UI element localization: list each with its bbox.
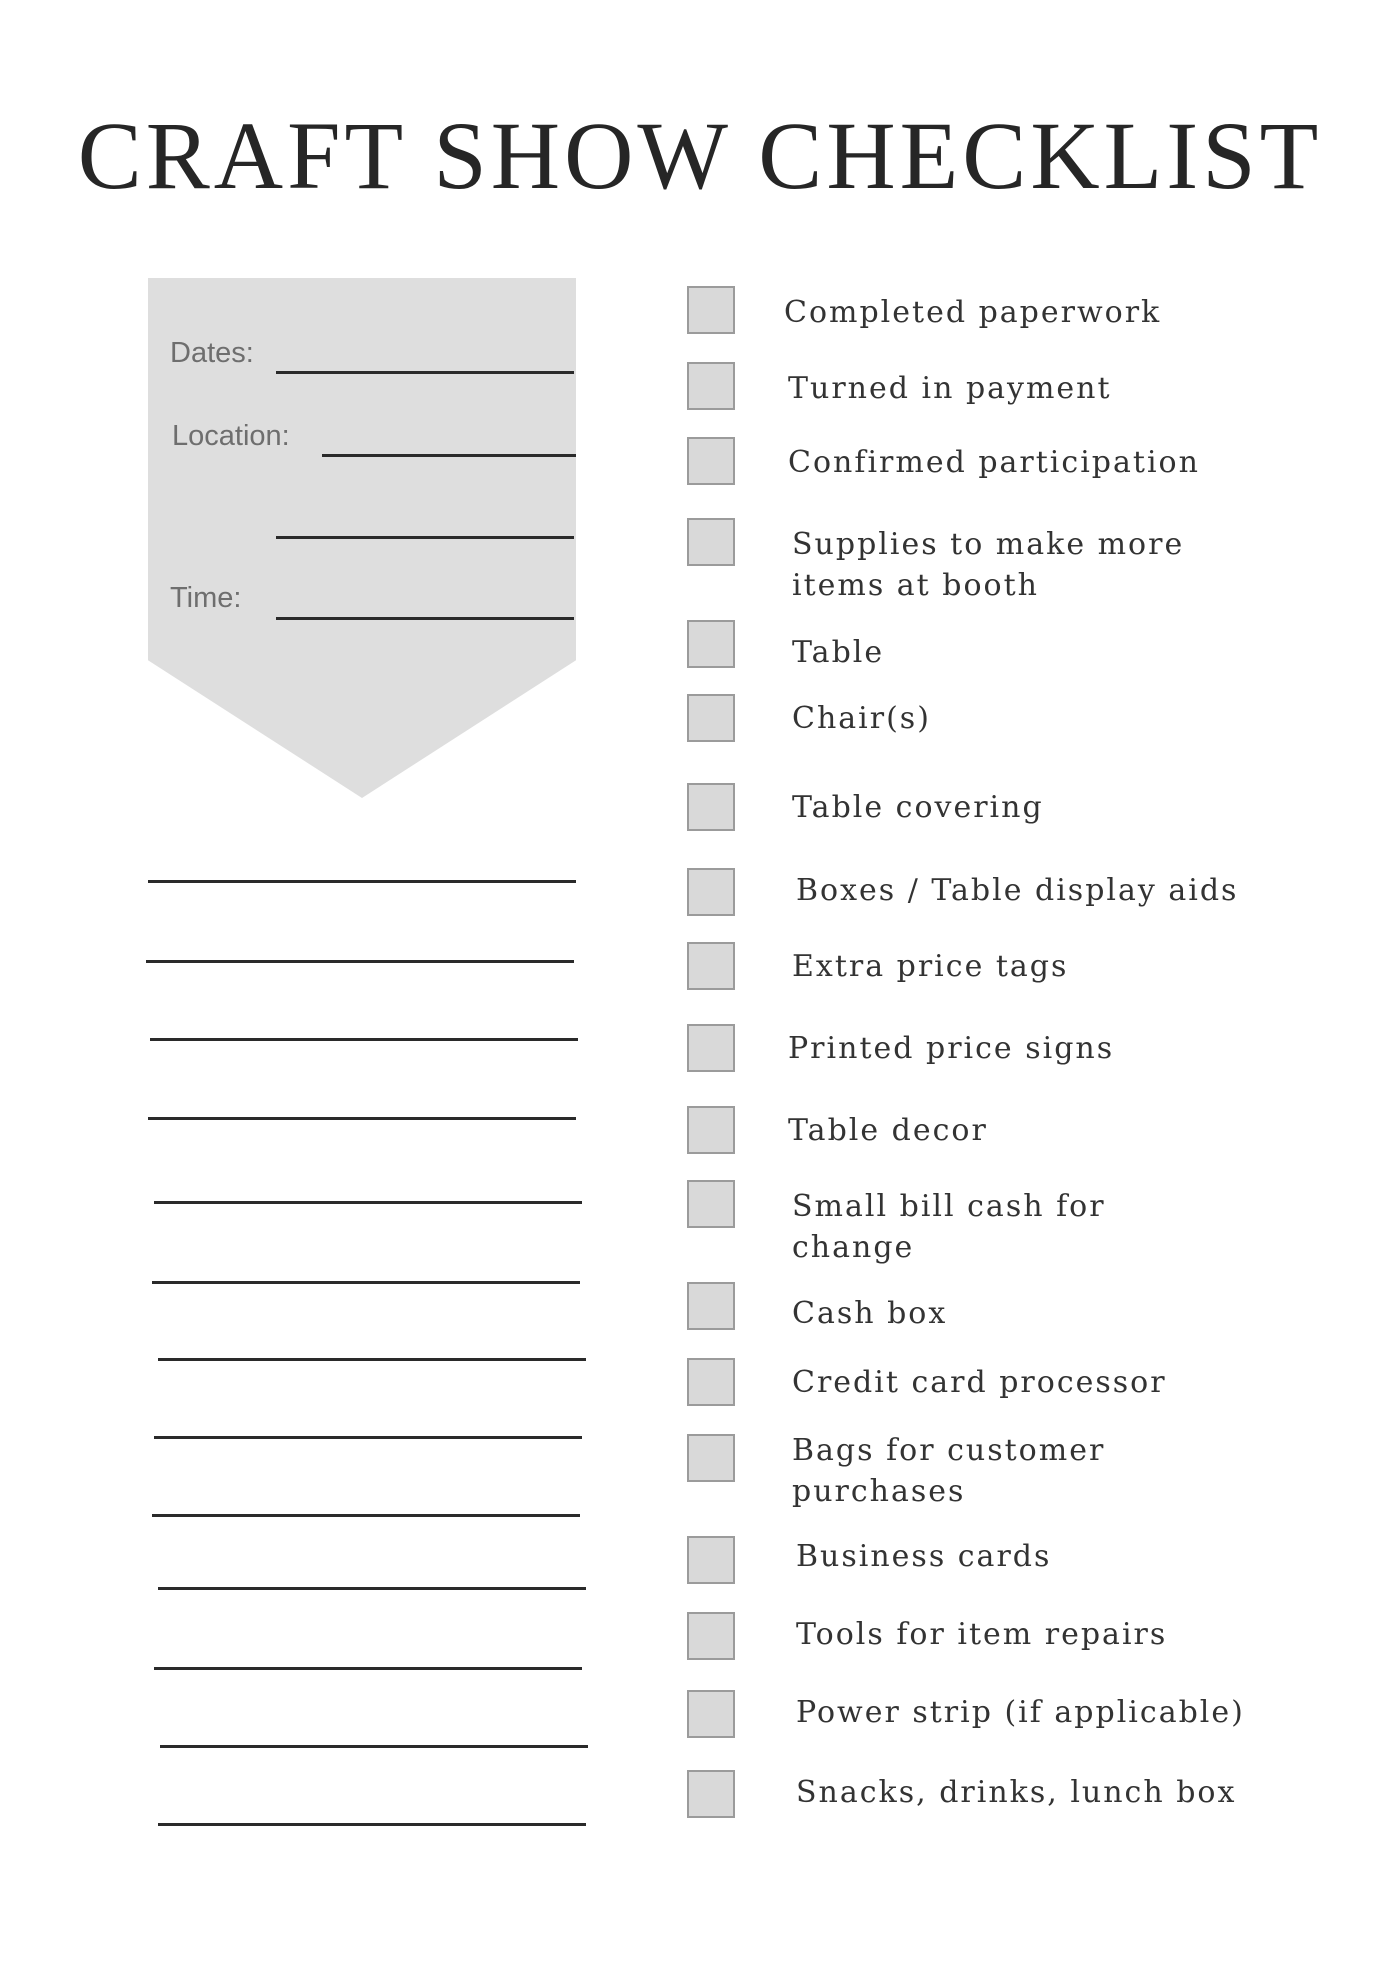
checklist-item-label: Confirmed participation [788,445,1200,480]
checklist-item-label: Small bill cash for change [792,1189,1106,1265]
checkbox[interactable] [687,362,735,410]
note-line[interactable] [154,1667,582,1670]
checklist-item-label: Power strip (if applicable) [796,1695,1245,1730]
checkbox[interactable] [687,868,735,916]
checklist-item-label: Completed paperwork [784,295,1162,330]
checklist-item-label: Cash box [792,1296,948,1331]
note-line[interactable] [148,880,576,883]
checkbox[interactable] [687,1434,735,1482]
checklist-item-label: Extra price tags [792,949,1069,984]
note-line[interactable] [152,1281,580,1284]
checklist-item-label: Turned in payment [788,371,1112,406]
checkbox[interactable] [687,1282,735,1330]
checkbox[interactable] [687,620,735,668]
checklist-item-label: Table [792,635,885,670]
note-line[interactable] [154,1201,582,1204]
checkbox[interactable] [687,518,735,566]
checklist-item-label: Table decor [788,1113,988,1148]
checkbox[interactable] [687,1536,735,1584]
location-field-line-2[interactable] [276,536,574,539]
page-title: CRAFT SHOW CHECKLIST [77,102,1323,209]
note-line[interactable] [146,960,574,963]
dates-label: Dates: [170,337,254,369]
note-line[interactable] [158,1823,586,1826]
note-line[interactable] [158,1587,586,1590]
checkbox[interactable] [687,1612,735,1660]
checklist-item-label: Bags for customer purchases [792,1433,1106,1509]
checklist-item-label: Business cards [796,1539,1052,1574]
checklist-item-label: Snacks, drinks, lunch box [796,1775,1237,1810]
checklist-item-label: Credit card processor [792,1365,1167,1400]
checkbox[interactable] [687,942,735,990]
checkbox[interactable] [687,1180,735,1228]
note-line[interactable] [152,1514,580,1517]
location-field[interactable] [322,454,576,457]
note-line[interactable] [154,1436,582,1439]
note-line[interactable] [160,1745,588,1748]
checklist-item-label: Boxes / Table display aids [796,873,1239,908]
time-field[interactable] [276,617,574,620]
checklist-item-label: Table covering [792,790,1044,825]
time-label: Time: [170,582,242,614]
dates-field[interactable] [276,371,574,374]
checkbox[interactable] [687,1690,735,1738]
checkbox[interactable] [687,437,735,485]
checkbox[interactable] [687,783,735,831]
checkbox[interactable] [687,286,735,334]
note-line[interactable] [158,1358,586,1361]
checkbox[interactable] [687,1770,735,1818]
checkbox[interactable] [687,694,735,742]
note-line[interactable] [148,1117,576,1120]
checklist-item-label: Chair(s) [792,701,931,736]
checkbox[interactable] [687,1106,735,1154]
note-line[interactable] [150,1038,578,1041]
checklist-item-label: Tools for item repairs [796,1617,1168,1652]
checkbox[interactable] [687,1024,735,1072]
location-label: Location: [172,420,290,452]
checklist-item-label: Supplies to make more items at booth [792,527,1185,603]
checklist-item-label: Printed price signs [788,1031,1115,1066]
checkbox[interactable] [687,1358,735,1406]
